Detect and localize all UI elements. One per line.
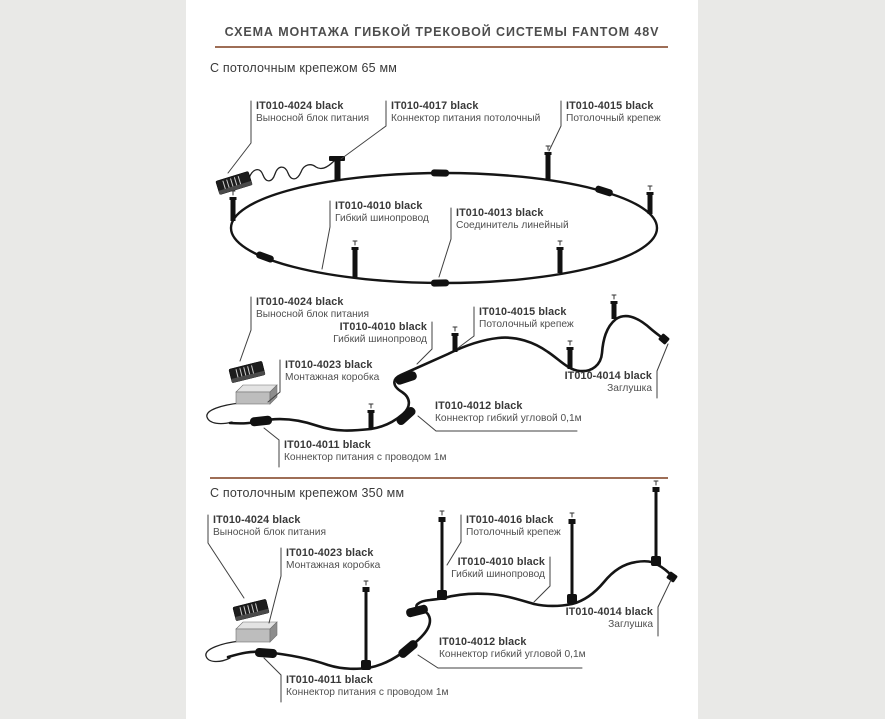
callout-ceiling-mount	[479, 306, 574, 331]
ring-leaders	[228, 101, 561, 277]
part-name: Гибкий шинопровод	[333, 333, 427, 345]
article-code: IT010-4014 black	[565, 606, 653, 618]
callout-corner-connector	[439, 636, 586, 661]
leader-line	[264, 428, 279, 467]
callout-end-cap	[565, 370, 652, 395]
power-connector-with-wire	[255, 648, 278, 659]
callout-mounting-box	[286, 547, 380, 572]
part-name: Коннектор питания с проводом 1м	[284, 451, 447, 463]
callout-flexible-track	[451, 556, 545, 581]
ceiling-mount-post	[611, 295, 618, 319]
part-name: Заглушка	[608, 618, 653, 630]
article-code: IT010-4017 black	[391, 100, 479, 112]
article-code: IT010-4015 black	[479, 306, 567, 318]
part-name: Потолочный крепеж	[479, 318, 574, 330]
part-name: Коннектор гибкий угловой 0,1м	[435, 412, 582, 424]
part-name: Потолочный крепеж	[466, 526, 561, 538]
callout-power-supply	[256, 296, 369, 321]
part-name: Гибкий шинопровод	[335, 212, 429, 224]
ceiling-mount-post-350	[361, 581, 371, 670]
part-name: Выносной блок питания	[256, 112, 369, 124]
callout-flexible-track	[333, 321, 427, 346]
linear-connector	[431, 279, 449, 286]
article-code: IT010-4024 black	[256, 100, 344, 112]
leader-line	[322, 201, 330, 269]
part-name: Монтажная коробка	[286, 559, 381, 571]
article-code: IT010-4011 black	[284, 439, 371, 451]
ceiling-mount-posts-ring	[230, 146, 654, 277]
part-name: Коннектор питания потолочный	[391, 112, 541, 124]
callout-ceiling-mount	[466, 514, 561, 539]
leader-line	[658, 580, 671, 636]
part-name: Потолочный крепеж	[566, 112, 661, 124]
power-wire	[207, 403, 240, 424]
power-connector-with-wire	[250, 415, 273, 426]
ceiling-mount-post	[557, 241, 564, 273]
article-code: IT010-4023 black	[286, 547, 374, 559]
linear-connector	[255, 251, 274, 264]
part-name: Соединитель линейный	[456, 219, 569, 231]
leader-line	[549, 101, 561, 151]
article-code: IT010-4011 black	[286, 674, 373, 686]
ceiling-mount-post-350	[437, 511, 447, 600]
linear-connector	[431, 169, 449, 176]
callout-corner-connector	[435, 400, 582, 425]
leader-line	[657, 344, 668, 398]
article-code: IT010-4024 black	[213, 514, 301, 526]
leader-line	[458, 307, 474, 348]
power-supply-unit	[233, 599, 269, 621]
power-wire	[206, 641, 240, 662]
callout-power-supply	[256, 100, 369, 125]
leader-line	[228, 101, 251, 173]
flexible-track-ring	[231, 173, 657, 283]
power-cable	[249, 161, 334, 181]
ceiling-mount-post	[230, 191, 237, 221]
ceiling-mount-post	[647, 186, 654, 214]
section-heading-65mm: С потолочным крепежом 65 мм	[210, 61, 398, 75]
linear-connector	[594, 185, 613, 197]
corner-connector	[395, 405, 417, 426]
article-code: IT010-4014 black	[564, 370, 652, 382]
article-code: IT010-4023 black	[285, 359, 373, 371]
article-code: IT010-4010 black	[335, 200, 423, 212]
mounting-box	[236, 622, 277, 642]
ceiling-mount-post-350	[567, 513, 577, 604]
page-title: СХЕМА МОНТАЖА ГИБКОЙ ТРЕКОВОЙ СИСТЕМЫ FANTOM 48V	[224, 25, 660, 39]
part-name: Гибкий шинопровод	[451, 568, 545, 580]
article-code: IT010-4010 black	[339, 321, 427, 333]
ceiling-mount-post	[452, 327, 459, 352]
ring-diagram	[216, 101, 657, 287]
ceiling-mount-post	[352, 241, 359, 277]
callout-power-supply	[213, 514, 326, 539]
ceiling-mount-post	[368, 404, 375, 429]
ceiling-mount-post	[567, 341, 574, 369]
section-heading-350mm: С потолочным крепежом 350 мм	[210, 486, 405, 500]
callout-ceiling-mount	[566, 100, 661, 125]
power-supply-unit	[229, 361, 265, 383]
part-name: Коннектор гибкий угловой 0,1м	[439, 648, 586, 660]
leader-line	[439, 208, 451, 277]
article-code: IT010-4012 black	[435, 400, 523, 412]
callout-linear-connector	[456, 207, 569, 232]
article-code: IT010-4016 black	[466, 514, 554, 526]
mounting-box	[236, 385, 277, 404]
ceiling-mount-post	[545, 146, 552, 180]
part-name: Выносной блок питания	[213, 526, 326, 538]
part-name: Заглушка	[607, 382, 652, 394]
callout-power-connector-wire	[284, 439, 447, 464]
part-name: Коннектор питания с проводом 1м	[286, 686, 449, 698]
leader-line	[264, 658, 281, 702]
article-code: IT010-4024 black	[256, 296, 344, 308]
part-name: Монтажная коробка	[285, 371, 380, 383]
ceiling-power-connector	[329, 156, 345, 180]
callout-mounting-box	[285, 359, 379, 384]
article-code: IT010-4015 black	[566, 100, 654, 112]
article-code: IT010-4010 black	[457, 556, 545, 568]
callout-end-cap	[566, 606, 653, 631]
callout-power-connector-wire	[286, 674, 449, 699]
leader-line	[240, 297, 251, 361]
callout-flexible-track	[335, 200, 429, 225]
part-name: Выносной блок питания	[256, 308, 369, 320]
article-code: IT010-4012 black	[439, 636, 527, 648]
corner-connector	[397, 638, 420, 659]
ceiling-mount-post-350	[651, 481, 661, 566]
leader-line	[269, 548, 281, 623]
article-code: IT010-4013 black	[456, 207, 544, 219]
callout-ceiling-power-connector	[391, 100, 540, 125]
